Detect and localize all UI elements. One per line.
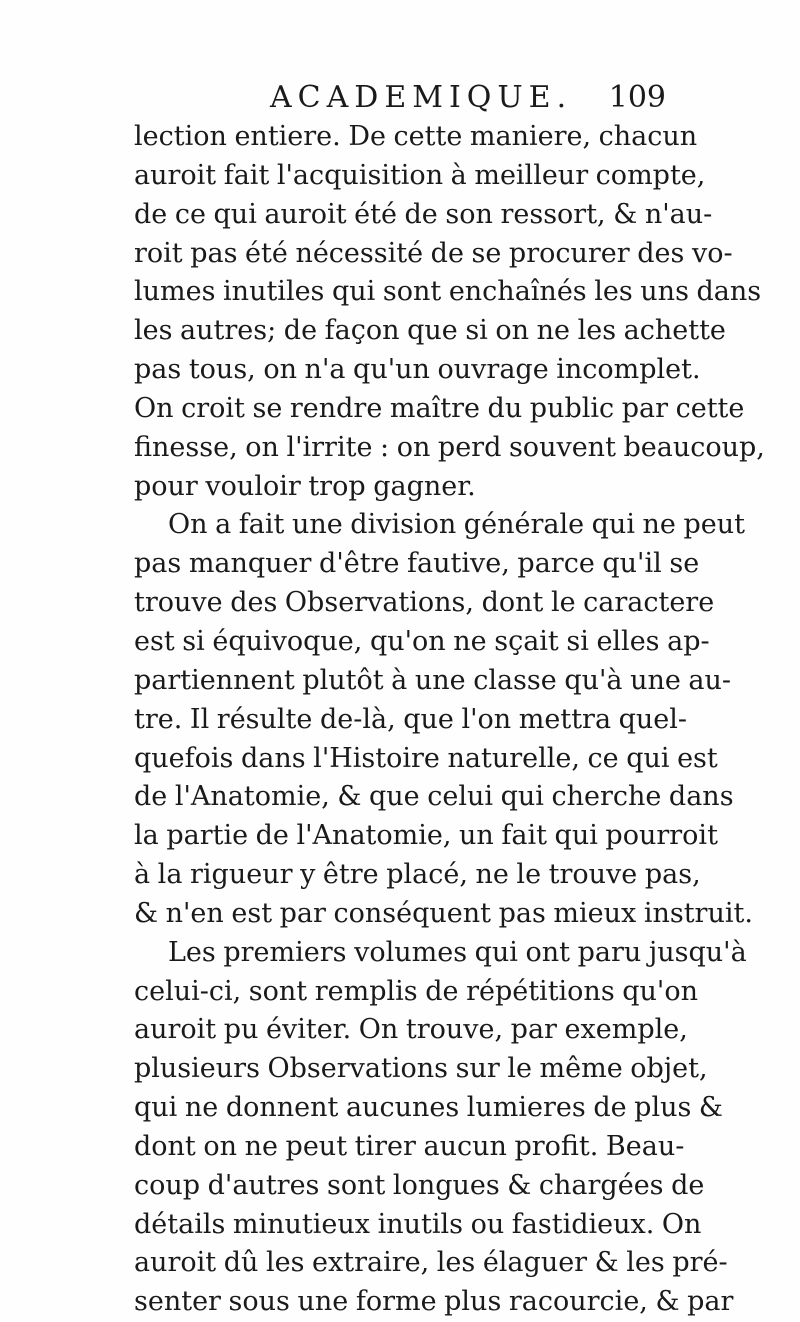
paragraph-start-line: Les premiers volumes qui ont paru jusqu'à — [168, 936, 747, 968]
text-line: à la rigueur y être placé, ne le trouve pas, — [134, 859, 701, 891]
text-line: auroit fait l'acquisition à meilleur compte, — [134, 159, 706, 191]
text-line: lection entiere. De cette maniere, chacun — [134, 121, 698, 152]
text-line: auroit pu éviter. On trouve, par exemple, — [134, 1014, 688, 1046]
text-line: finesse, on l'irrite : on perd souvent beaucoup, — [134, 431, 765, 463]
paragraph-start-line: On a fait une division générale qui ne peut — [168, 509, 745, 541]
text-line: détails minutieux inutils ou fastidieux. On — [134, 1208, 702, 1240]
body-text — [134, 118, 765, 1322]
text-line: tre. Il résulte de-là, que l'on mettra quel- — [134, 703, 688, 735]
text-line: partiennent plutôt à une classe qu'à une au- — [134, 664, 732, 696]
text-line: pas manquer d'être fautive, parce qu'il se — [134, 548, 700, 580]
running-title: ACADEMIQUE. — [270, 80, 573, 115]
text-line: celui-ci, sont remplis de répétitions qu'on — [134, 975, 699, 1007]
page-number: 109 — [608, 80, 666, 115]
text-line: pas tous, on n'a qu'un ouvrage incomplet. — [134, 354, 701, 386]
text-line: pour vouloir trop gagner. — [134, 470, 476, 502]
text-line: les autres; de façon que si on ne les achette — [134, 315, 726, 347]
text-line: plusieurs Observations sur le même objet, — [134, 1053, 708, 1085]
text-line: lumes inutiles qui sont enchaînés les uns dans — [134, 276, 762, 308]
text-line: est si équivoque, qu'on ne sçait si elles ap- — [134, 625, 710, 657]
text-line: auroit dû les extraire, les élaguer & les pré- — [134, 1247, 728, 1279]
running-head — [134, 78, 684, 118]
text-line: de ce qui auroit été de son ressort, & n'au- — [134, 198, 713, 230]
text-line: quefois dans l'Histoire naturelle, ce qui est — [134, 742, 718, 774]
text-line: senter sous une forme plus racourcie, & par — [134, 1286, 734, 1318]
text-line: trouve des Observations, dont le caractere — [134, 587, 715, 619]
text-line: de l'Anatomie, & que celui qui cherche dans — [134, 781, 734, 813]
text-line: On croit se rendre maître du public par cette — [134, 392, 745, 424]
text-line: qui ne donnent aucunes lumieres de plus & — [134, 1092, 723, 1124]
text-line: roit pas été nécessité de se procurer des vo- — [134, 237, 733, 269]
text-line: & n'en est par conséquent pas mieux instruit. — [134, 897, 753, 929]
text-line: la partie de l'Anatomie, un fait qui pourroit — [134, 820, 718, 852]
text-line: coup d'autres sont longues & chargées de — [134, 1169, 705, 1201]
text-line: dont on ne peut tirer aucun profit. Beau- — [134, 1130, 685, 1162]
